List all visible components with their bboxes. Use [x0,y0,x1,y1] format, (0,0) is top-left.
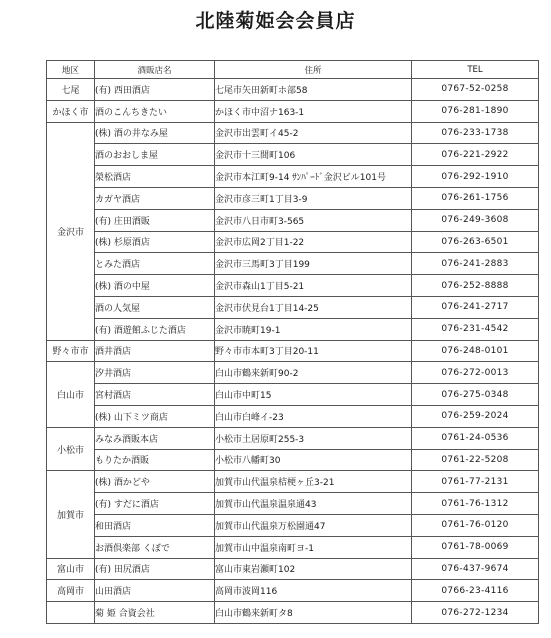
tel-cell: 076-437-9674 [412,558,539,580]
store-name-cell: もりたか酒販 [95,449,215,471]
tel-cell: 0761-78-0069 [412,536,539,558]
tel-cell: 076-272-1234 [412,602,539,624]
store-name-cell: とみた酒店 [95,253,215,275]
store-name-cell: (株) 酒の井なみ屋 [95,122,215,144]
area-cell: 高岡市 [47,580,95,602]
store-name-cell: (株) 酒の中屋 [95,275,215,297]
table-row [47,122,539,144]
area-cell: 七尾 [47,79,95,101]
tel-cell: 0761-22-5208 [412,449,539,471]
table-row [47,558,539,580]
area-cell: 加賀市 [47,471,95,558]
address-cell: 白山市鶴来新町タ8 [215,602,412,624]
area-cell: 富山市 [47,558,95,580]
tel-cell: 076-261-1756 [412,187,539,209]
store-name-cell: 和田酒店 [95,514,215,536]
store-name-cell: 酒井酒店 [95,340,215,362]
area-cell [47,602,95,624]
table-row [47,79,539,101]
table-row [47,493,539,515]
address-cell: 野々市市本町3丁目20-11 [215,340,412,362]
table-row [47,187,539,209]
header-address: 住所 [215,61,412,79]
address-cell: 金沢市十三間町106 [215,144,412,166]
table-row [47,536,539,558]
tel-cell: 076-241-2717 [412,296,539,318]
tel-cell: 0761-76-1312 [412,493,539,515]
store-name-cell: (株) 酒かどや [95,471,215,493]
table-row [47,209,539,231]
table-row [47,296,539,318]
address-cell: 高岡市波岡116 [215,580,412,602]
address-cell: 金沢市伏見台1丁目14-25 [215,296,412,318]
address-cell: 金沢市八日市町3-565 [215,209,412,231]
table-row [47,166,539,188]
address-cell: 七尾市矢田新町ホ部58 [215,79,412,101]
store-name-cell: 酒のこんちきたい [95,100,215,122]
table-row [47,231,539,253]
address-cell: 加賀市山代温泉万松園通47 [215,514,412,536]
store-name-cell: (株) 山下ミツ商店 [95,405,215,427]
table-row [47,449,539,471]
table-row [47,253,539,275]
tel-cell: 0761-76-0120 [412,514,539,536]
store-name-cell: (有) 田尻酒店 [95,558,215,580]
address-cell: 富山市東岩瀬町102 [215,558,412,580]
page-title: 北陸菊姫会会員店 [195,10,356,32]
address-cell: 白山市白峰イ-23 [215,405,412,427]
tel-cell: 0761-24-0536 [412,427,539,449]
tel-cell: 076-231-4542 [412,318,539,340]
tel-cell: 076-292-1910 [412,166,539,188]
area-cell: 金沢市 [47,122,95,340]
store-name-cell: 酒のおおしま屋 [95,144,215,166]
address-cell: 白山市中町15 [215,384,412,406]
table-row [47,362,539,384]
address-cell: 加賀市山中温泉南町ヨ-1 [215,536,412,558]
tel-cell: 076-259-2024 [412,405,539,427]
table-row [47,427,539,449]
tel-cell: 0767-52-0258 [412,79,539,101]
header-tel: TEL [412,61,539,79]
tel-cell: 0766-23-4116 [412,580,539,602]
address-cell: 金沢市広岡2丁目1-22 [215,231,412,253]
tel-cell: 076-252-8888 [412,275,539,297]
table-row [47,275,539,297]
address-cell: 小松市八幡町30 [215,449,412,471]
store-name-cell: 山田酒店 [95,580,215,602]
address-cell: 金沢市森山1丁目5-21 [215,275,412,297]
address-cell: 加賀市山代温泉温泉通43 [215,493,412,515]
area-cell: かほく市 [47,100,95,122]
tel-cell: 076-233-1738 [412,122,539,144]
table-row [47,384,539,406]
address-cell: 金沢市出雲町イ45-2 [215,122,412,144]
tel-cell: 076-249-3608 [412,209,539,231]
table-row [47,100,539,122]
address-cell: 白山市鶴来新町90-2 [215,362,412,384]
store-name-cell: (有) すだに酒店 [95,493,215,515]
table-row [47,580,539,602]
store-name-cell: みなみ酒販本店 [95,427,215,449]
tel-cell: 076-241-2883 [412,253,539,275]
tel-cell: 076-221-2922 [412,144,539,166]
tel-cell: 0761-77-2131 [412,471,539,493]
store-name-cell: (有) 庄田酒販 [95,209,215,231]
tel-cell: 076-263-6501 [412,231,539,253]
address-cell: かほく市中沼ナ163-1 [215,100,412,122]
address-cell: 金沢市三馬町3丁目199 [215,253,412,275]
store-name-cell: 菊 姫 合資会社 [95,602,215,624]
table-row [47,602,539,624]
table-row [47,471,539,493]
store-name-cell: 榮松酒店 [95,166,215,188]
header-area: 地区 [47,61,95,79]
tel-cell: 076-275-0348 [412,384,539,406]
area-cell: 白山市 [47,362,95,427]
table-header-row [47,61,539,79]
table-row [47,514,539,536]
store-name-cell: お酒倶楽部 くぼで [95,536,215,558]
address-cell: 金沢市暁町19-1 [215,318,412,340]
address-cell: 金沢市本江町9-14 ｻﾝﾊﾟｰﾄﾞ金沢ビル101号 [215,166,412,188]
area-cell: 野々市市 [47,340,95,362]
header-store-name: 酒販店名 [95,61,215,79]
store-name-cell: 酒の人気屋 [95,296,215,318]
table-row [47,405,539,427]
store-name-cell: (有) 酒遊館ふじた酒店 [95,318,215,340]
member-store-table [46,60,539,624]
store-name-cell: 汐井酒店 [95,362,215,384]
area-cell: 小松市 [47,427,95,471]
tel-cell: 076-248-0101 [412,340,539,362]
address-cell: 加賀市山代温泉桔梗ヶ丘3-21 [215,471,412,493]
store-name-cell: (有) 西田酒店 [95,79,215,101]
store-name-cell: カガヤ酒店 [95,187,215,209]
table-row [47,318,539,340]
tel-cell: 076-281-1890 [412,100,539,122]
table-row [47,340,539,362]
address-cell: 小松市土居原町255-3 [215,427,412,449]
table-row [47,144,539,166]
store-name-cell: 宮村酒店 [95,384,215,406]
address-cell: 金沢市彦三町1丁目3-9 [215,187,412,209]
store-name-cell: (株) 杉原酒店 [95,231,215,253]
tel-cell: 076-272-0013 [412,362,539,384]
